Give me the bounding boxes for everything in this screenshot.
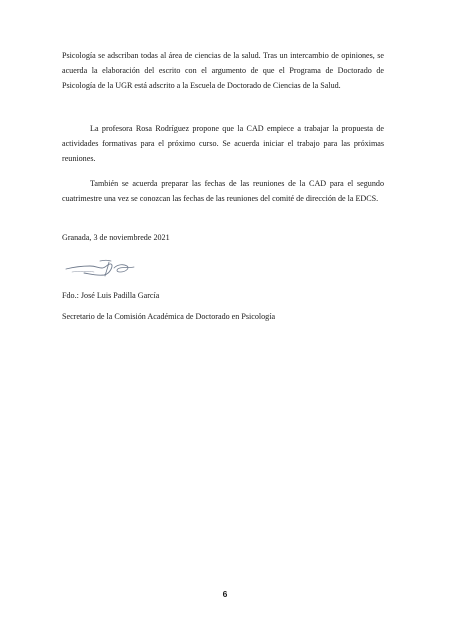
- paragraph-adscription: Psicología se adscriban todas al área de ciencias de la salud. Tras un intercambio de opiniones, se acuerda la elaboración del escrito con el argumento de que el Programa de Doctorado de Psicología de la UGR está adscrito a la Escuela de Doctorado de Ciencias de la Salud.: [62, 51, 384, 91]
- signer-name: Fdo.: José Luis Padilla García: [62, 291, 160, 300]
- signer-role: Secretario de la Comisión Académica de Doctorado en Psicología: [62, 312, 276, 321]
- paragraph-meeting-dates: También se acuerda preparar las fechas de las reuniones de la CAD para el segundo cuatrimestre una vez se conozcan las fechas de las reuniones del comité de dirección de la EDCS.: [62, 179, 384, 204]
- signature-image: [64, 254, 140, 280]
- date-line: Granada, 3 de noviembrede 2021: [62, 233, 170, 242]
- paragraph-formative-activities: La profesora Rosa Rodríguez propone que la CAD empiece a trabajar la propuesta de actividades formativas para el próximo curso. Se acuerda iniciar el trabajo para las próximas reuniones.: [62, 124, 384, 164]
- page-number: 6: [222, 589, 228, 599]
